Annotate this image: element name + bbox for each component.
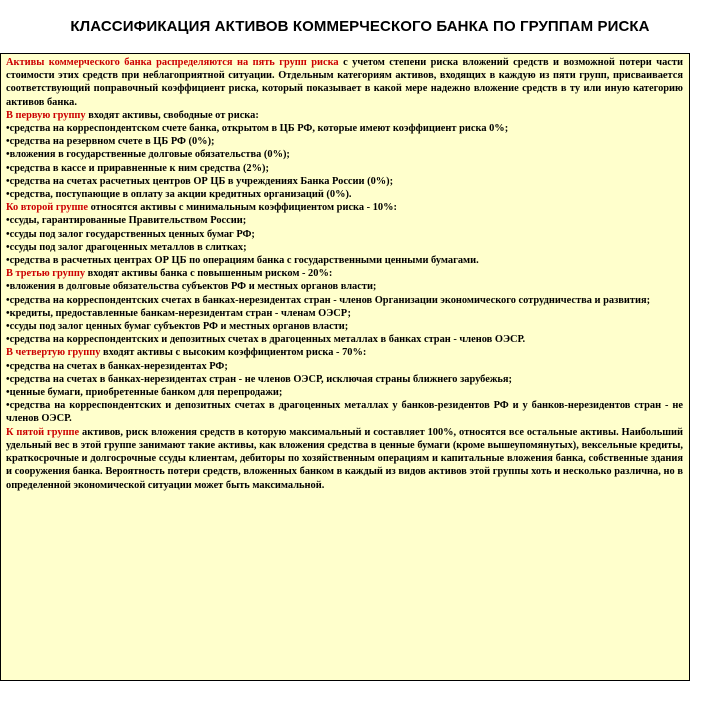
group-heading-5	[6, 426, 683, 492]
list-item: •ценные бумаги, приобретенные банком для перепродажи;	[6, 387, 283, 399]
group-heading-1	[6, 109, 683, 122]
list-item: •вложения в государственные долговые обязательства (0%);	[6, 149, 290, 161]
group-lead: В четвертую группу	[6, 347, 101, 359]
list-item: •средства на счетах расчетных центров ОР ЦБ в учреждениях Банка России (0%);	[6, 175, 394, 187]
list-item: •средства в кассе и приравненные к ним средства (2%);	[6, 162, 269, 174]
list-item: •средства на счетах в банках-нерезидентах РФ;	[6, 360, 228, 372]
group-lead: Ко второй группе	[6, 202, 89, 214]
list-item: •ссуды под залог ценных бумаг субъектов РФ и местных органов власти;	[6, 321, 349, 333]
list-item: •средства на корреспондентских и депозитных счетах в драгоценных металлах у банков-резидентов РФ и у банков-нерезидентов стран - не членов ОЭСР.	[6, 400, 683, 425]
group-text: активов, риск вложения средств в которую максимальный и составляет 100%, относятся все остальные активы. Наибольший удельный вес в этой группе занимают такие активы, как вложения средства в ценные бумаги (кроме вышеупомянутых), вексельные кредиты, краткосрочные и долгосрочные ссуды клиентам, дебиторы по хозяйственным операциям и капитальные вложения банка, собственные здания и сооружения банка. Вероятность потери средств, вложенных банком в каждый из видов активов этой группы хоть и несколько различна, но в определенной экономической ситуации может быть максимальной.	[6, 426, 683, 491]
group-heading-2	[6, 201, 683, 214]
group-heading-3	[6, 267, 683, 280]
content-box	[0, 53, 690, 681]
list-item: •средства в расчетных центрах ОР ЦБ по операциям банка с государственными ценными бумагами.	[6, 255, 479, 267]
list-item: •ссуды под залог государственных ценных бумаг РФ;	[6, 228, 255, 240]
list-item: •вложения в долговые обязательства субъектов РФ и местных органов власти;	[6, 281, 377, 293]
group-text: входят активы с высоким коэффициентом риска - 70%:	[100, 347, 367, 359]
group-text: входят активы банка с повышенным риском - 20%:	[85, 268, 333, 280]
list-item: •средства на корреспондентском счете банка, открытом в ЦБ РФ, которые имеют коэффициент риска 0%;	[6, 123, 509, 135]
intro-text: с учетом степени риска вложений средств и возможной потери части стоимости этих средств при неблагоприятной ситуации. Отдельным категориям активов, входящих в каждую из пяти групп, присваивается соответствующий поправочный коэффициент риска, который показывает в какой мере надежно вложение средств в ту или иную категорию активов банка.	[6, 57, 683, 108]
group-text: относятся активы с минимальным коэффициентом риска - 10%:	[88, 202, 397, 214]
intro-highlight: Активы коммерческого банка распределяются на пять групп риска	[6, 57, 339, 68]
list-item: •ссуды, гарантированные Правительством России;	[6, 215, 247, 227]
group-lead: В третью группу	[6, 268, 86, 280]
group-lead: В первую группу	[6, 109, 86, 121]
intro-paragraph	[6, 56, 683, 109]
group-heading-4	[6, 346, 683, 359]
group-lead: К пятой группе	[6, 426, 80, 438]
group-text: входят активы, свободные от риска:	[85, 109, 259, 121]
list-item: •средства на корреспондентских счетах в банках-нерезидентах стран - членов Организации экономического сотрудничества и развития;	[6, 294, 651, 306]
list-item: •средства на резервном счете в ЦБ РФ (0%);	[6, 136, 215, 148]
list-item: •средства на корреспондентских и депозитных счетах в драгоценных металлах в банках стран - членов ОЭСР.	[6, 334, 526, 346]
list-item: •ссуды под залог драгоценных металлов в слитках;	[6, 241, 247, 253]
list-item: •средства на счетах в банках-нерезидентах стран - не членов ОЭСР, исключая страны ближнего зарубежья;	[6, 373, 512, 385]
page-title: КЛАССИФИКАЦИЯ АКТИВОВ КОММЕРЧЕСКОГО БАНКА ПО ГРУППАМ РИСКА	[70, 18, 650, 35]
list-item: •кредиты, предоставленные банкам-нерезидентам стран - членам ОЭСР;	[6, 307, 351, 319]
list-item: •средства, поступающие в оплату за акции кредитных организаций (0%).	[6, 189, 352, 201]
